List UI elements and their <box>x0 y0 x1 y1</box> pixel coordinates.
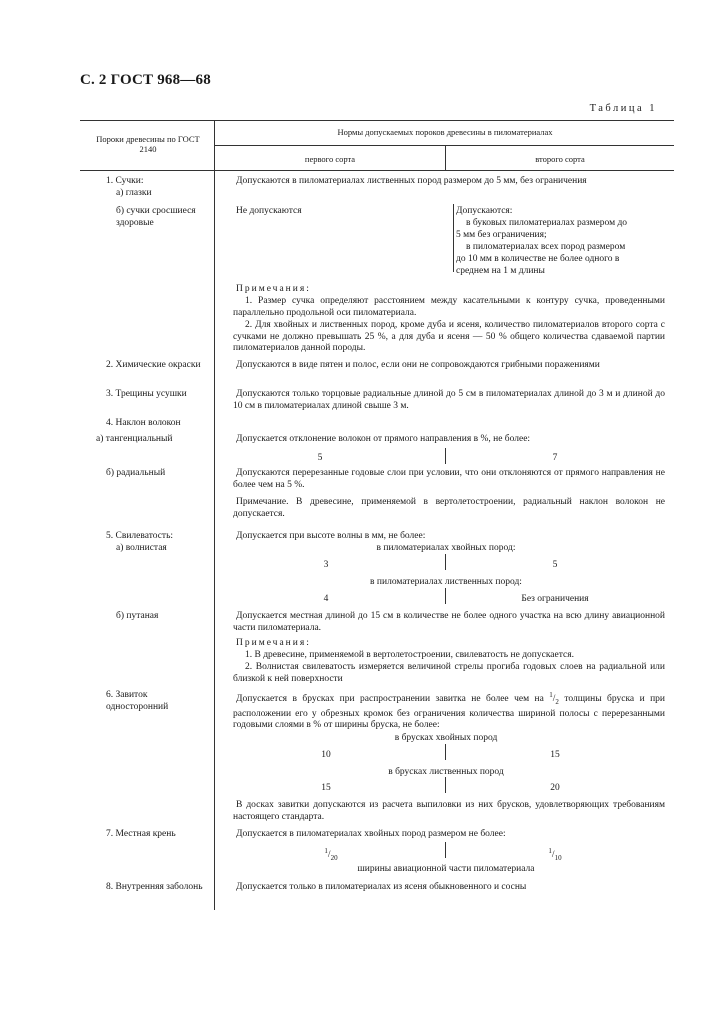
col-header-defects: Пороки древесины по ГОСТ 2140 <box>96 134 200 154</box>
inner-sapwood-text: Допускается только в пиломатериалах из ясеня обыкновенного и сосны <box>236 882 527 892</box>
chemical-stains-text: Допускаются в виде пятен и полос, если они не сопровождаются грибными поражениями <box>236 360 600 370</box>
compression-wood-tail: ширины авиационной части пиломатериала <box>357 864 535 874</box>
knots-a-text: Допускаются в пиломатериалах лиственных пород размером до 5 мм, без ограничения <box>236 176 587 186</box>
curly-grain-a-text: Допускается при высоте волны в мм, не более: <box>236 531 426 541</box>
knots-b-g2-line: в пиломатериалах всех пород размером <box>466 242 626 252</box>
one-sided-curl-text-2: В досках завитки допускаются из расчета выпиловки из них брусков, удовлетворяющих требованиям настоящего стандарта. <box>233 800 665 822</box>
knots-notes-heading: Примечания: <box>236 284 311 294</box>
value-divider <box>445 842 446 858</box>
header-mid-rule <box>214 145 674 146</box>
defect-one-sided-curl: 6. Завиток односторонний <box>106 690 169 712</box>
curly-grain-value: 4 <box>323 594 329 604</box>
defect-curly-grain-b: б) путаная <box>116 611 159 621</box>
value-divider <box>445 554 446 570</box>
curly-grain-sub1: в пиломатериалах хвойных пород: <box>376 543 516 553</box>
value-divider <box>445 777 446 793</box>
column-divider <box>214 120 215 910</box>
defect-grain-slope-a: а) тангенциальный <box>96 434 173 444</box>
defect-chemical-stains: 2. Химические окраски <box>106 360 201 370</box>
one-sided-curl-value: 15 <box>550 750 560 760</box>
one-sided-curl-value: 20 <box>550 783 560 793</box>
grade-divider <box>445 145 446 170</box>
one-sided-curl-value: 10 <box>321 750 331 760</box>
knots-b-g2-line: Допускаются: <box>456 206 513 216</box>
curly-grain-value: 5 <box>552 560 558 570</box>
table-top-rule <box>80 120 674 121</box>
grain-slope-b-note: Примечание. В древесине, применяемой в вертолетостроении, радиальный наклон волокон не допускается. <box>233 497 665 519</box>
knots-b-g2-line: 5 мм без ограничения; <box>456 230 547 240</box>
knots-b-g2-line: до 10 мм в количестве не более одного в <box>456 254 620 264</box>
curly-grain-notes-heading: Примечания: <box>236 638 311 648</box>
col-header-grade1: первого сорта <box>304 154 356 164</box>
defect-curly-grain: 5. Свилеватость: <box>106 531 174 541</box>
curly-grain-value: 3 <box>323 560 329 570</box>
curly-grain-sub2: в пиломатериалах лиственных пород: <box>370 577 522 587</box>
value-divider <box>445 744 446 760</box>
defect-inner-sapwood: 8. Внутренняя заболонь <box>106 882 203 892</box>
knots-b-grade1: Не допускаются <box>236 206 302 216</box>
one-sided-curl-sub2: в брусках лиственных пород <box>388 767 504 777</box>
shrinkage-cracks-text: Допускаются только торцовые радиальные длиной до 5 см в пиломатериалах длиной до 3 м и длиной до 10 см в пиломатериалах длиной свыше 3 м. <box>233 389 665 411</box>
curly-grain-value: Без ограничения <box>521 594 589 604</box>
compression-wood-fraction-g1: $^1/_{20}$ <box>324 847 338 863</box>
defect-grain-slope: 4. Наклон волокон <box>106 418 181 428</box>
defect-grain-slope-b: б) радиальный <box>106 468 166 478</box>
compression-wood-fraction-g2: $^1/_{10}$ <box>548 847 562 863</box>
curly-grain-note-2: 2. Волнистая свилеватость измеряется величиной стрелы прогиба годовых слоев на радиальной или близкой к ней поверхности <box>233 662 665 684</box>
page-header: С. 2 ГОСТ 968—68 <box>80 72 211 88</box>
table-caption: Таблица 1 <box>589 103 657 114</box>
header-bottom-rule <box>80 170 674 171</box>
col-header-grade2: второго сорта <box>535 154 585 164</box>
grain-slope-a-text: Допускается отклонение волокон от прямого направления в %, не более: <box>236 434 531 444</box>
defect-curly-grain-a: а) волнистая <box>116 543 167 553</box>
col-header-norms: Нормы допускаемых пороков древесины в пиломатериалах <box>337 127 553 137</box>
grain-slope-value-g1: 5 <box>317 453 323 463</box>
one-sided-curl-sub1: в брусках хвойных пород <box>394 733 498 743</box>
one-sided-curl-value: 15 <box>321 783 331 793</box>
grain-slope-value-g2: 7 <box>552 453 558 463</box>
value-divider <box>445 448 446 464</box>
compression-wood-text: Допускается в пиломатериалах хвойных пород размером не более: <box>236 829 506 839</box>
defect-knots-a: а) глазки <box>116 188 152 198</box>
defect-shrinkage-cracks: 3. Трещины усушки <box>106 389 187 399</box>
knots-note-1: 1. Размер сучка определяют расстоянием между касательными к контуру сучка, проведенными параллельно продольной оси пиломатериала. <box>233 296 665 318</box>
knots-b-g2-line: среднем на 1 м длины <box>456 266 545 276</box>
knots-b-g2-line: в буковых пиломатериалах размером до <box>466 218 628 228</box>
defect-knots-b: б) сучки сросшиеся здоровые <box>116 206 196 228</box>
knots-grade-divider <box>453 204 454 272</box>
grain-slope-b-text: Допускаются перерезанные годовые слои при условии, что они отклоняются от прямого направления не более чем на 5 %. <box>233 468 665 490</box>
defect-knots: 1. Сучки: <box>106 176 144 186</box>
value-divider <box>445 588 446 604</box>
knots-note-2: 2. Для хвойных и лиственных пород, кроме дуба и ясеня, количество пиломатериалов второго сорта с сучками не должно превышать 25 %, а для дуба и ясеня — 50 % общего количества сдаваемой партии пиломатериалов данной породы. <box>233 320 665 353</box>
curly-grain-note-1: 1. В древесине, применяемой в вертолетостроении, свилеватость не допускается. <box>245 650 574 660</box>
defect-local-compression-wood: 7. Местная крень <box>106 829 176 839</box>
curly-grain-b-text: Допускается местная длиной до 15 см в количестве не более одного участка на всю длину авиационной части пиломатериала. <box>233 611 665 633</box>
one-sided-curl-text: Допускается в брусках при распространении завитка не более чем на $^1/_2$ толщины бруска и при расположении его у обрезных кромок без ограничения количества шириной полосы с перерезанными годовыми слоями в % от ширины бруска, не более: <box>233 691 666 731</box>
